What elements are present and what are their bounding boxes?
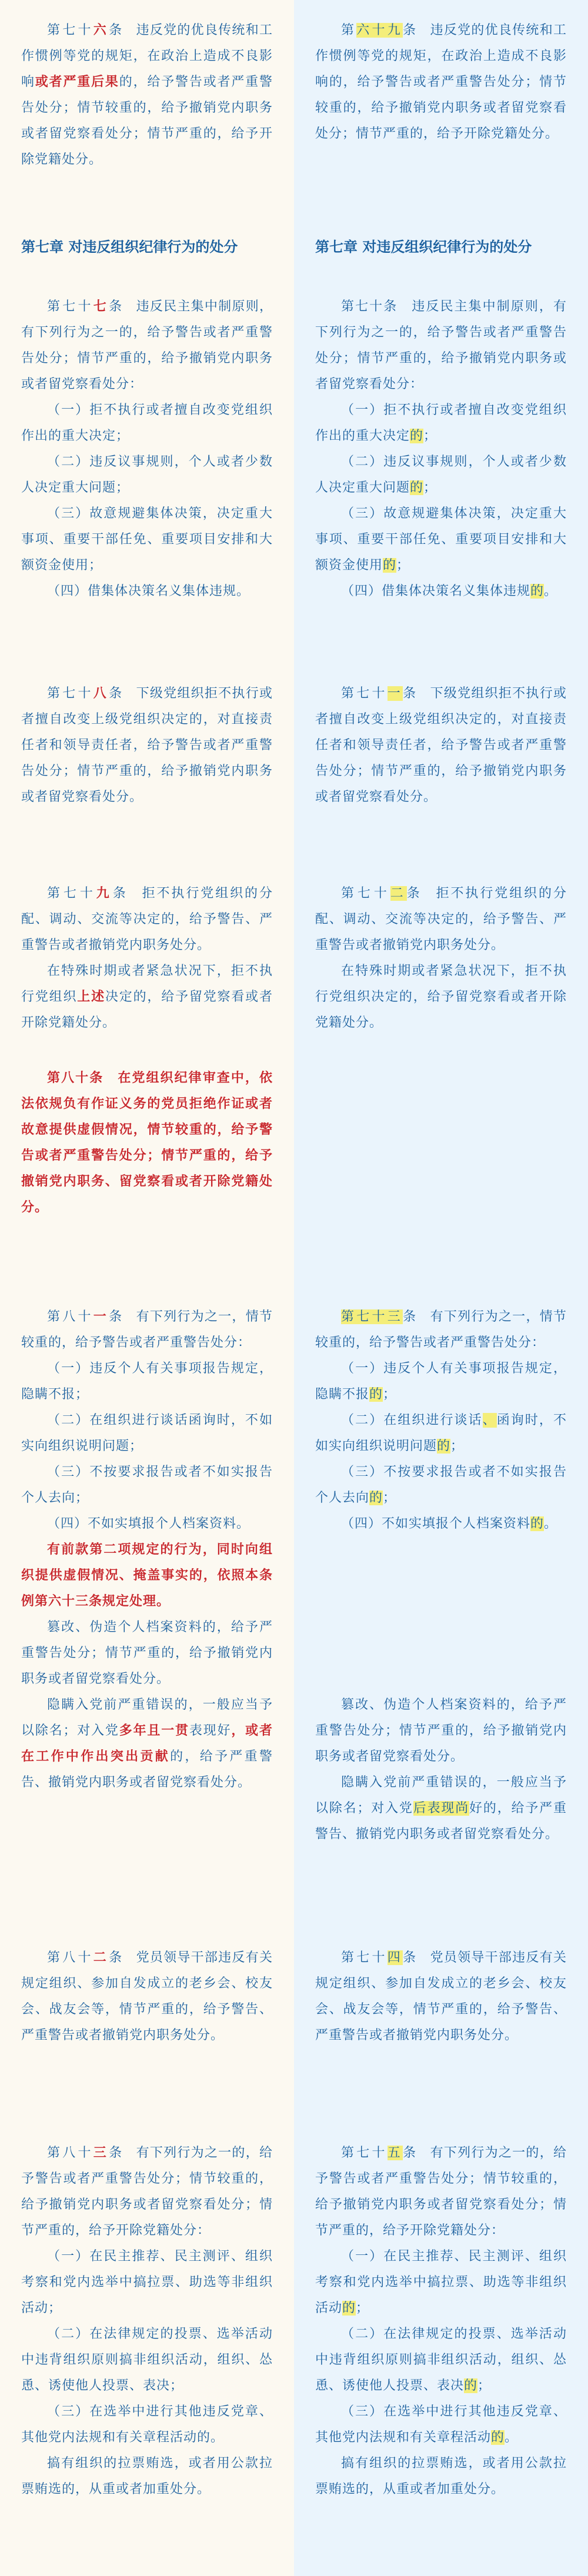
list-item: （一）违反个人有关事项报告规定，隐瞒不报的；: [315, 1361, 567, 1402]
chapter-title: 第七章 对违反组织纪律行为的处分: [21, 239, 238, 255]
list-item: （二）违反议事规则，个人或者少数人决定重大问题的；: [315, 455, 567, 495]
list-item: （三）故意规避集体决策，决定重大事项、重要干部任免、重要项目安排和大额资金使用的；: [315, 506, 567, 573]
article-79: 第七十九条 拒不执行党组织的分配、调动、交流等决定的，给予警告、严重警告或者撤销党内职务处分。 在特殊时期或者紧急状况下，拒不执行党组织上述决定的，给予留党察看或者开除党籍处分。: [21, 886, 273, 1030]
article-73: 第七十三条 有下列行为之一，情节较重的，给予警告或者严重警告处分： （一）违反个人有关事项报告规定，隐瞒不报的； （二）在组织进行谈话、函询时，不如实向组织说明问题的； （三）不按要求报告或者不如实报告个人去向的； （四）不如实填报个人档案资料的。: [315, 1304, 567, 1537]
article-75: 第七十五条 有下列行为之一的，给予警告或者严重警告处分；情节较重的，给予撤销党内职务或者留党察看处分；情节严重的，给予开除党籍处分： （一）在民主推荐、民主测评、组织考察和党内选举中搞拉票、助选等非组织活动的； （二）在法律规定的投票、选举活动中违背组织原则搞非组织活动，组织、怂恿、诱使他人投票、表决的； （三）在选举中进行其他违反党章、其他党内法规和有关章程活动的。 搞有组织的拉票贿选，或者用公款拉票贿选的，从重或者加重处分。: [315, 2146, 567, 2497]
list-item: （二）在组织进行谈话函询时，不如实向组织说明问题；: [21, 1413, 273, 1454]
article-74: 第七十四条 党员领导干部违反有关规定组织、参加自发成立的老乡会、校友会、战友会等，情节严重的，给予警告、严重警告或者撤销党内职务处分。: [315, 1950, 567, 2043]
article-73-cont: 篡改、伪造个人档案资料的，给予严重警告处分；情节严重的，给予撤销党内职务或者留党察看处分。 隐瞒入党前严重错误的，一般应当予以除名；对入党后表现尚好的，给予严重警告、撤销党内职务或者留党察看处分。: [315, 1698, 567, 1842]
list-item: （二）违反议事规则，个人或者少数人决定重大问题；: [21, 455, 273, 495]
list-item: （四）不如实填报个人档案资料的。: [341, 1516, 558, 1531]
article-82: 第八十二条 党员领导干部违反有关规定组织、参加自发成立的老乡会、校友会、战友会等，情节严重的，给予警告、严重警告或者撤销党内职务处分。: [21, 1950, 273, 2043]
article-80: 第八十条 在党组织纪律审查中，依法依规负有作证义务的党员拒绝作证或者故意提供虚假情况，情节较重的，给予警告或者严重警告处分；情节严重的，给予撤销党内职务、留党察看或者开除党籍处分。: [21, 1071, 273, 1215]
chapter-title: 第七章 对违反组织纪律行为的处分: [315, 239, 532, 255]
list-item: （三）在选举中进行其他违反党章、其他党内法规和有关章程活动的。: [315, 2404, 567, 2445]
list-item: （三）在选举中进行其他违反党章、其他党内法规和有关章程活动的。: [21, 2404, 273, 2445]
list-item: （三）不按要求报告或者不如实报告个人去向；: [21, 1465, 273, 1505]
list-item: （一）在民主推荐、民主测评、组织考察和党内选举中搞拉票、助选等非组织活动；: [21, 2249, 273, 2316]
list-item: （三）故意规避集体决策，决定重大事项、重要干部任免、重要项目安排和大额资金使用；: [21, 506, 273, 573]
article-72: 第七十二条 拒不执行党组织的分配、调动、交流等决定的，给予警告、严重警告或者撤销党内职务处分。 在特殊时期或者紧急状况下，拒不执行党组织决定的，给予留党察看或者开除党籍处分。: [315, 886, 567, 1030]
list-item: （四）借集体决策名义集体违规。: [47, 584, 250, 599]
new-version-column: [294, 0, 588, 2576]
list-item: （二）在组织进行谈话、函询时，不如实向组织说明问题的；: [315, 1413, 567, 1454]
list-item: （一）拒不执行或者擅自改变党组织作出的重大决定；: [21, 403, 273, 443]
list-item: （二）在法律规定的投票、选举活动中违背组织原则搞非组织活动，组织、怂恿、诱使他人投票、表决；: [21, 2327, 273, 2393]
list-item: （三）不按要求报告或者不如实报告个人去向的；: [315, 1465, 567, 1505]
article-76: 第七十六条 违反党的优良传统和工作惯例等党的规矩，在政治上造成不良影响或者严重后果的，给予警告或者严重警告处分；情节较重的，给予撤销党内职务或者留党察看处分；情节严重的，给予开除党籍处分。: [21, 23, 273, 167]
article-69: 第六十九条 违反党的优良传统和工作惯例等党的规矩，在政治上造成不良影响的，给予警告或者严重警告处分；情节较重的，给予撤销党内职务或者留党察看处分；情节严重的，给予开除党籍处分。: [315, 23, 567, 141]
article-81: 第八十一条 有下列行为之一，情节较重的，给予警告或者严重警告处分： （一）违反个人有关事项报告规定，隐瞒不报； （二）在组织进行谈话函询时，不如实向组织说明问题； （三）不按要求报告或者不如实报告个人去向； （四）不如实填报个人档案资料。 有前款第二项规定的行为，同时向组织提供虚假情况、掩盖事实的，依照本条例第六十三条规定处理。 篡改、伪造个人档案资料的，给予严重警告处分；情节严重的，给予撤销党内职务或者留党察看处分。 隐瞒入党前严重错误的，一般应当予以除名；对入党多年且一贯表现好，或者在工作中作出突出贡献的，给予严重警告、撤销党内职务或者留党察看处分。: [21, 1309, 273, 1790]
list-item: （一）在民主推荐、民主测评、组织考察和党内选举中搞拉票、助选等非组织活动的；: [315, 2249, 567, 2316]
list-item: （四）不如实填报个人档案资料。: [47, 1516, 250, 1531]
list-item: （二）在法律规定的投票、选举活动中违背组织原则搞非组织活动，组织、怂恿、诱使他人投票、表决的；: [315, 2327, 567, 2393]
list-item: （一）违反个人有关事项报告规定，隐瞒不报；: [21, 1361, 273, 1402]
article-83: 第八十三条 有下列行为之一的，给予警告或者严重警告处分；情节较重的，给予撤销党内职务或者留党察看处分；情节严重的，给予开除党籍处分： （一）在民主推荐、民主测评、组织考察和党内选举中搞拉票、助选等非组织活动； （二）在法律规定的投票、选举活动中违背组织原则搞非组织活动，组织、怂恿、诱使他人投票、表决； （三）在选举中进行其他违反党章、其他党内法规和有关章程活动的。 搞有组织的拉票贿选，或者用公款拉票贿选的，从重或者加重处分。: [21, 2146, 273, 2497]
list-item: （四）借集体决策名义集体违规的。: [341, 584, 558, 599]
article-71: 第七十一条 下级党组织拒不执行或者擅自改变上级党组织决定的，对直接责任者和领导责任者，给予警告或者严重警告处分；情节严重的，给予撤销党内职务或者留党察看处分。: [315, 686, 567, 804]
article-77: 第七十七条 违反民主集中制原则，有下列行为之一的，给予警告或者严重警告处分；情节严重的，给予撤销党内职务或者留党察看处分： （一）拒不执行或者擅自改变党组织作出的重大决定； （二）违反议事规则，个人或者少数人决定重大问题； （三）故意规避集体决策，决定重大事项、重要干部任免、重要项目安排和大额资金使用； （四）借集体决策名义集体违规。: [21, 294, 273, 604]
article-70: 第七十条 违反民主集中制原则，有下列行为之一的，给予警告或者严重警告处分；情节严重的，给予撤销党内职务或者留党察看处分： （一）拒不执行或者擅自改变党组织作出的重大决定的； （二）违反议事规则，个人或者少数人决定重大问题的； （三）故意规避集体决策，决定重大事项、重要干部任免、重要项目安排和大额资金使用的； （四）借集体决策名义集体违规的。: [315, 294, 567, 604]
list-item: （一）拒不执行或者擅自改变党组织作出的重大决定的；: [315, 403, 567, 443]
article-78: 第七十八条 下级党组织拒不执行或者擅自改变上级党组织决定的，对直接责任者和领导责任者，给予警告或者严重警告处分；情节严重的，给予撤销党内职务或者留党察看处分。: [21, 686, 273, 804]
